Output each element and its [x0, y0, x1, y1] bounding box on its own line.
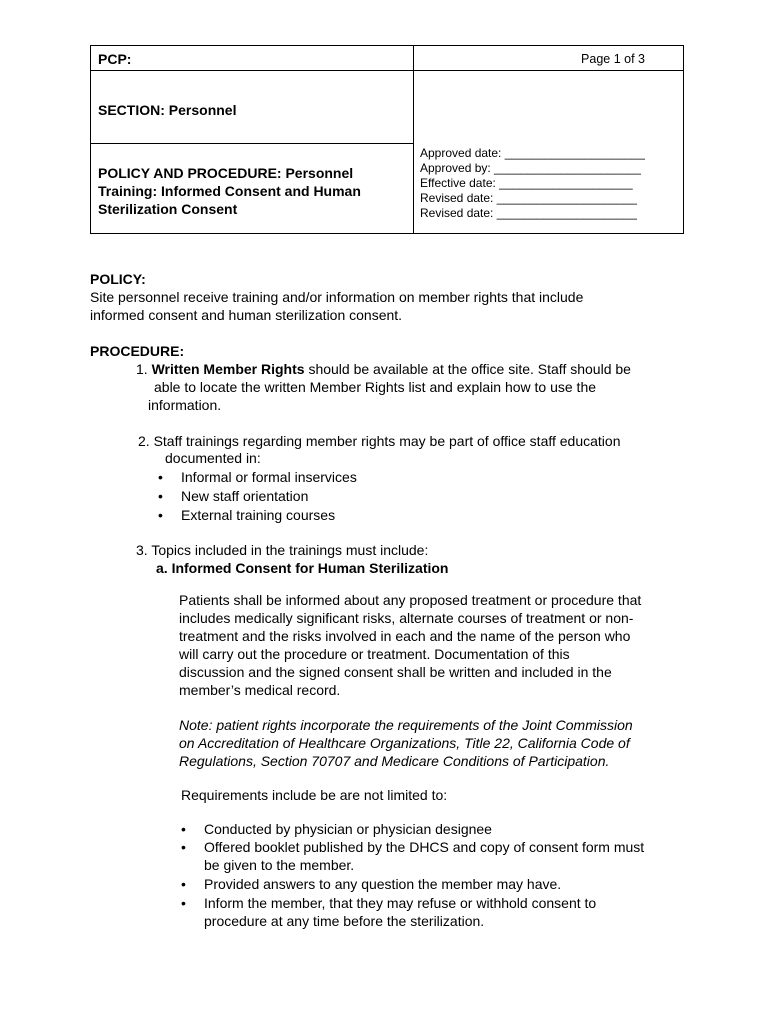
list-item: Provided answers to any question the member may have.: [204, 876, 562, 892]
effective-date-field: Effective date: ____________________: [420, 176, 633, 190]
procedure-heading: PROCEDURE:: [90, 343, 185, 359]
revised-date-field: Revised date: _____________________: [420, 191, 637, 205]
header-divider-vertical: [413, 46, 414, 233]
list-item: Conducted by physician or physician designee: [204, 821, 492, 837]
note-line: Note: patient rights incorporate the requirements of the Joint Commission: [179, 717, 633, 733]
policy-title-line: Training: Informed Consent and Human: [98, 183, 361, 199]
paragraph-line: includes medically significant risks, alternate courses of treatment or non-: [179, 610, 634, 626]
approved-date-field: Approved date: _____________________: [420, 146, 645, 160]
bullet-dot: •: [181, 895, 186, 911]
paragraph-line: will carry out the procedure or treatment. Documentation of this: [179, 646, 570, 662]
procedure-item-text: documented in:: [165, 450, 261, 466]
header-table: [90, 45, 684, 234]
procedure-item-text: able to locate the written Member Rights list and explain how to use the: [154, 379, 597, 395]
list-item: be given to the member.: [204, 857, 355, 873]
list-item: Inform the member, that they may refuse or withhold consent to: [204, 895, 597, 911]
header-divider-left: [91, 143, 413, 144]
paragraph-line: treatment and the risks involved in each and the name of the person who: [179, 628, 631, 644]
bullet-dot: •: [158, 469, 163, 485]
approved-by-field: Approved by: ______________________: [420, 161, 641, 175]
paragraph-line: Patients shall be informed about any proposed treatment or procedure that: [179, 592, 642, 608]
approval-block: [420, 146, 645, 221]
list-item: Informal or formal inservices: [181, 469, 357, 485]
requirements-intro: Requirements include be are not limited to:: [181, 787, 448, 803]
list-item: New staff orientation: [181, 488, 309, 504]
procedure-item-3: 3. Topics included in the trainings must include:: [136, 542, 429, 558]
paragraph-line: member’s medical record.: [179, 682, 341, 698]
item-number: 1.: [136, 361, 148, 377]
procedure-item-2: 2. Staff trainings regarding member rights may be part of office staff education: [138, 433, 621, 449]
list-item: procedure at any time before the sterilization.: [204, 913, 485, 929]
policy-title-line: POLICY AND PROCEDURE: Personnel: [98, 165, 354, 181]
policy-title: [98, 164, 403, 218]
subsection-heading: a. Informed Consent for Human Sterilization: [156, 560, 449, 576]
bullet-dot: •: [181, 876, 186, 892]
procedure-item-1: [136, 360, 631, 378]
page-number: Page 1 of 3: [581, 52, 645, 66]
note-line: Regulations, Section 70707 and Medicare Conditions of Participation.: [179, 753, 610, 769]
bullet-dot: •: [181, 839, 186, 855]
list-item: External training courses: [181, 507, 336, 523]
paragraph-line: discussion and the signed consent shall be written and included in the: [179, 664, 612, 680]
list-item: Offered booklet published by the DHCS and copy of consent form must: [204, 839, 645, 855]
pcp-label: PCP:: [98, 51, 132, 67]
bullet-dot: •: [158, 507, 163, 523]
revised-date-field: Revised date: _____________________: [420, 206, 637, 220]
policy-text: Site personnel receive training and/or information on member rights that include: [90, 289, 584, 305]
section-label: SECTION: Personnel: [98, 102, 237, 118]
policy-heading: POLICY:: [90, 271, 146, 287]
note-line: on Accreditation of Healthcare Organizations, Title 22, California Code of: [179, 735, 630, 751]
bullet-dot: •: [158, 488, 163, 504]
item-bold-text: Written Member Rights: [151, 361, 305, 377]
item-text: should be available at the office site. Staff should be: [304, 361, 631, 377]
header-divider-top: [91, 70, 683, 71]
policy-title-line: Sterilization Consent: [98, 201, 238, 217]
bullet-dot: •: [181, 821, 186, 837]
procedure-item-text: information.: [148, 397, 222, 413]
policy-text: informed consent and human sterilization consent.: [90, 307, 403, 323]
